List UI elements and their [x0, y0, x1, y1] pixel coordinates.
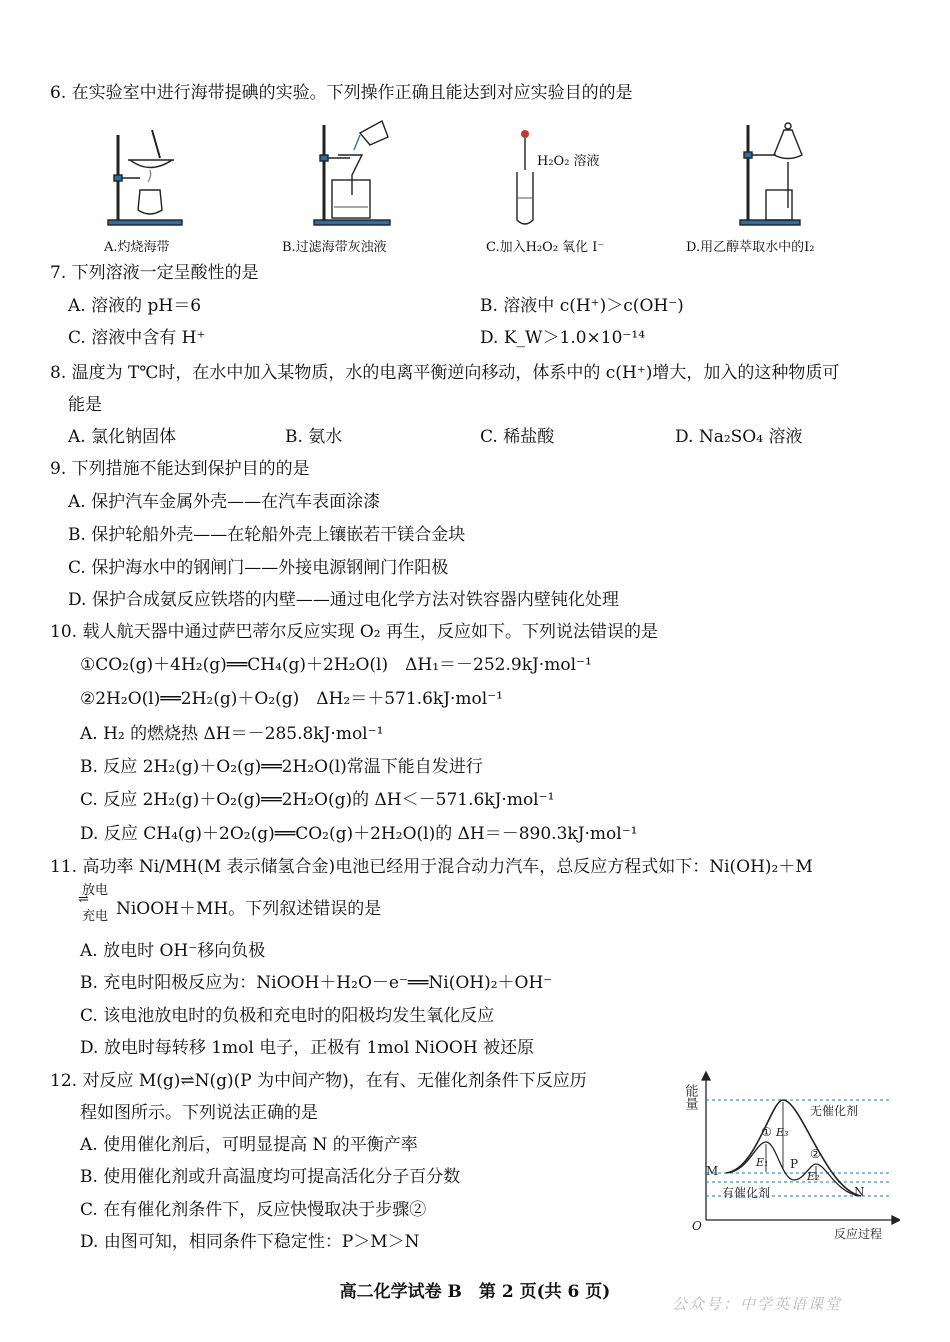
- q8-stem-1: 8. 温度为 T℃时，在水中加入某物质，水的电离平衡逆向移动，体系中的 c(H⁺)增大，加入的这种物质可: [50, 363, 840, 383]
- y-axis-arrow-icon: [702, 1072, 710, 1080]
- q9-option-b: B. 保护轮船外壳——在轮船外壳上镶嵌若干镁合金块: [68, 525, 466, 545]
- e1-label: E₁: [756, 1156, 769, 1169]
- q11-option-a: A. 放电时 OH⁻移向负极: [80, 941, 266, 961]
- e2-label: E₂: [807, 1170, 820, 1183]
- q8-option-d: D. Na₂SO₄ 溶液: [675, 427, 803, 447]
- figure-a-caption: A.灼烧海带: [104, 240, 170, 255]
- point-n-label: N: [854, 1185, 865, 1199]
- q9-stem: 9. 下列措施不能达到保护目的的是: [50, 459, 310, 479]
- q10-option-c: C. 反应 2H₂(g)＋O₂(g)══2H₂O(g)的 ΔH＜－571.6kJ·mol⁻¹: [80, 790, 555, 810]
- arrow-discharge-label: 放电: [82, 883, 109, 898]
- point-m-label: M: [706, 1164, 719, 1178]
- q12-option-d: D. 由图可知，相同条件下稳定性：P＞M＞N: [80, 1232, 420, 1252]
- figure-d-caption: D.用乙醇萃取水中的I₂: [686, 240, 815, 255]
- figure-b-filtration: [310, 115, 400, 230]
- q11-option-d: D. 放电时每转移 1mol 电子，正极有 1mol NiOOH 被还原: [80, 1038, 535, 1058]
- figure-d-extraction: [738, 120, 818, 230]
- q12-option-c: C. 在有催化剂条件下，反应快慢取决于步骤②: [80, 1200, 427, 1220]
- q12-option-b: B. 使用催化剂或升高温度均可提高活化分子百分数: [80, 1167, 461, 1187]
- page-footer: 高二化学试卷 B 第 2 页(共 6 页): [339, 1282, 611, 1302]
- q10-equation-2: ②2H₂O(l)══2H₂(g)＋O₂(g) ΔH₂＝＋571.6kJ·mol⁻¹: [80, 689, 503, 709]
- arrow-charge-label: 充电: [82, 909, 109, 924]
- x-axis-label: 反应过程: [834, 1227, 883, 1240]
- step-1-label: ①: [761, 1125, 772, 1139]
- q8-option-c: C. 稀盐酸: [480, 427, 555, 447]
- h2o2-label: H₂O₂ 溶液: [537, 154, 600, 169]
- figure-b-caption: B.过滤海带灰浊液: [282, 240, 387, 255]
- q8-stem-2: 能是: [68, 395, 102, 415]
- q6-stem: 6. 在实验室中进行海带提碘的实验。下列操作正确且能达到对应实验目的的是: [50, 83, 633, 103]
- q7-option-a: A. 溶液的 pH＝6: [68, 296, 202, 316]
- q10-stem: 10. 载人航天器中通过萨巴蒂尔反应实现 O₂ 再生，反应如下。下列说法错误的是: [50, 622, 658, 642]
- figure-c-oxidation: [505, 128, 615, 228]
- q10-equation-1: ①CO₂(g)＋4H₂(g)══CH₄(g)＋2H₂O(l) ΔH₁＝－252.9kJ·mol⁻¹: [80, 655, 592, 675]
- y-axis-label: 能量: [682, 1084, 698, 1110]
- figure-c-caption: C.加入H₂O₂ 氧化 I⁻: [486, 240, 605, 255]
- q12-stem-2: 程如图所示。下列说法正确的是: [80, 1103, 318, 1123]
- watermark: 公众号：中学英语课堂: [672, 1295, 843, 1313]
- origin-label: O: [692, 1219, 702, 1233]
- q12-option-a: A. 使用催化剂后，可明显提高 N 的平衡产率: [80, 1135, 418, 1155]
- x-axis-arrow-icon: [892, 1216, 900, 1224]
- q10-option-a: A. H₂ 的燃烧热 ΔH＝－285.8kJ·mol⁻¹: [80, 724, 384, 744]
- q10-option-b: B. 反应 2H₂(g)＋O₂(g)══2H₂O(l)常温下能自发进行: [80, 757, 483, 777]
- e3-label: E₃: [776, 1126, 789, 1139]
- q7-option-d: D. K_W＞1.0×10⁻¹⁴: [480, 328, 646, 348]
- no-catalyst-label: 无催化剂: [810, 1104, 859, 1118]
- q11-stem-1: 11. 高功率 Ni/MH(M 表示储氢合金)电池已经用于混合动力汽车，总反应方程式如下：Ni(OH)₂＋M: [50, 857, 813, 877]
- step-2-label: ②: [810, 1147, 821, 1161]
- figure-a-burning: [100, 120, 190, 230]
- q11-option-b: B. 充电时阳极反应为：NiOOH＋H₂O－e⁻══Ni(OH)₂＋OH⁻: [80, 973, 553, 993]
- q7-stem: 7. 下列溶液一定呈酸性的是: [50, 263, 259, 283]
- q8-option-a: A. 氯化钠固体: [68, 427, 177, 447]
- q12-stem-1: 12. 对反应 M(g)⇌N(g)(P 为中间产物)，在有、无催化剂条件下反应历: [50, 1071, 587, 1091]
- q7-option-b: B. 溶液中 c(H⁺)＞c(OH⁻): [480, 296, 684, 316]
- q11-option-c: C. 该电池放电时的负极和充电时的阳极均发生氧化反应: [80, 1006, 495, 1026]
- q9-option-d: D. 保护合成氨反应铁塔的内壁——通过电化学方法对铁容器内壁钝化处理: [68, 590, 619, 610]
- q7-option-c: C. 溶液中含有 H⁺: [68, 328, 206, 348]
- energy-profile-diagram: [676, 1070, 900, 1240]
- with-catalyst-label: 有催化剂: [722, 1186, 771, 1200]
- point-p-label: P: [790, 1157, 799, 1171]
- q8-option-b: B. 氨水: [285, 427, 343, 447]
- q9-option-a: A. 保护汽车金属外壳——在汽车表面涂漆: [68, 492, 381, 512]
- reversible-arrow-icon: ⇌: [78, 892, 89, 907]
- q9-option-c: C. 保护海水中的钢闸门——外接电源钢闸门作阳极: [68, 558, 449, 578]
- q10-option-d: D. 反应 CH₄(g)＋2O₂(g)══CO₂(g)＋2H₂O(l)的 ΔH＝－890.3kJ·mol⁻¹: [80, 824, 638, 844]
- q11-stem-2: NiOOH＋MH。下列叙述错误的是: [116, 899, 382, 919]
